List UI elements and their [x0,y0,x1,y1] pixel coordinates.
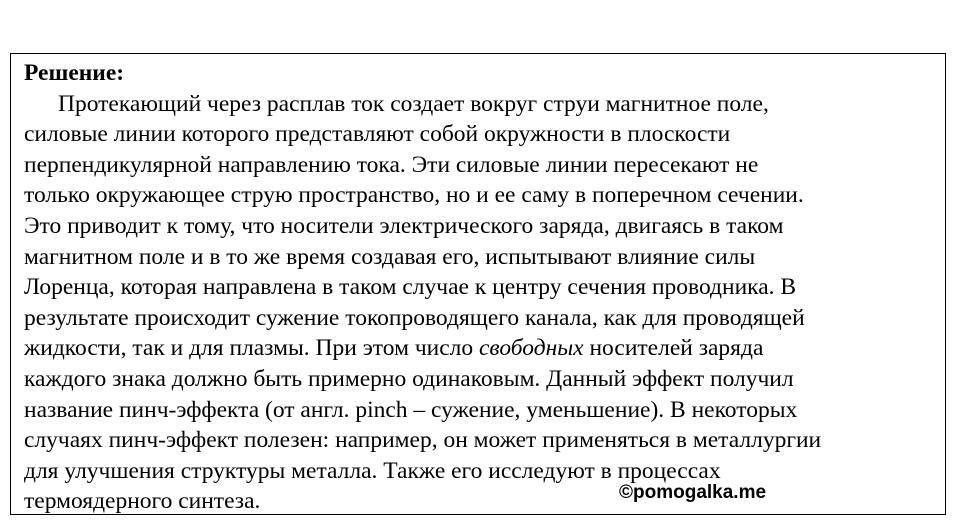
site-watermark: ©pomogalka.me [619,482,767,503]
text-line: Это приводит к тому, что носители электрического заряда, двигаясь в таком [24,212,784,239]
text-line: только окружающее струю пространство, но и ее саму в поперечном сечении. [24,182,804,209]
text-line: Протекающий через расплав ток создает вокруг струи магнитное поле, [58,90,769,117]
solution-heading: Решение: [24,60,125,86]
text-line: силовые линии которого представляют собой окружности в плоскости [24,121,731,148]
text-line: перпендикулярной направлению тока. Эти силовые линии пересекают не [24,151,759,178]
text-line-with-italic [24,333,944,364]
text-line: магнитном поле и в то же время создавая его, испытывают влияние силы [24,243,756,270]
text-line: случаях пинч-эффект полезен: например, он может применяться в металлургии [24,427,822,454]
text-line: результате происходит сужение токопроводящего канала, как для проводящей [24,304,805,331]
text-line: Лоренца, которая направлена в таком случае к центру сечения проводника. В [24,274,797,301]
text-line: для улучшения структуры металла. Также его исследуют в процессах [24,457,721,484]
text-segment: жидкости, так и для плазмы. При этом число [24,335,479,362]
solution-text [24,58,944,517]
text-segment: носителей заряда [583,335,764,362]
italic-word: свободных [479,335,584,362]
text-line: название пинч-эффекта (от англ. pinch – сужение, уменьшение). В некоторых [24,396,798,423]
text-line: каждого знака должно быть примерно одинаковым. Данный эффект получил [24,365,794,392]
text-line: термоядерного синтеза. [24,488,261,515]
